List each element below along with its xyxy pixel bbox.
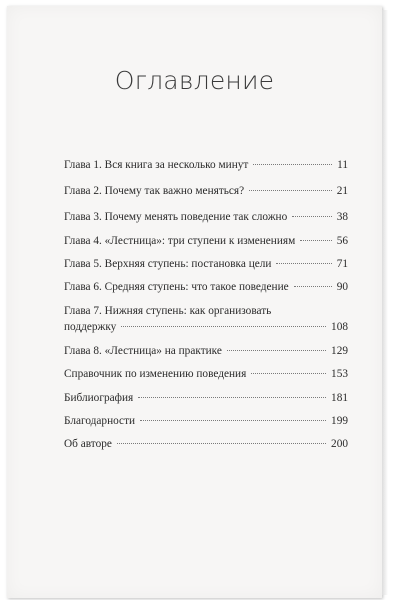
toc-entry-page: 129 (331, 345, 348, 357)
toc-entry-label: Библиография (64, 392, 134, 404)
toc-entry-label-line1: Глава 7. Нижняя ступень: как организовать (64, 305, 272, 317)
toc-entry (64, 280, 348, 294)
toc-entry-label-line2: поддержку (64, 321, 117, 333)
dot-leader (138, 397, 326, 398)
dot-leader (276, 263, 331, 264)
toc-entry (64, 234, 348, 248)
toc-entry-label: Справочник по изменению поведения (64, 368, 247, 380)
dot-leader (251, 373, 326, 374)
dot-leader (121, 326, 326, 327)
toc-entry-label: Глава 1. Вся книга за несколько минут (64, 159, 249, 171)
toc-entry-page: 21 (336, 185, 348, 197)
dot-leader (253, 164, 332, 165)
toc-entry-label: Глава 8. «Лестница» на практике (64, 345, 222, 357)
toc-entry-page: 56 (336, 235, 348, 247)
toc-entry-label: Глава 2. Почему так важно меняться? (64, 185, 245, 197)
toc-entry (64, 437, 348, 451)
toc-entry (64, 367, 348, 381)
page-title: Оглавление (114, 66, 275, 95)
toc-entry-label: Об авторе (64, 438, 112, 450)
toc-entry-page: 11 (337, 159, 348, 171)
dot-leader (227, 350, 326, 351)
toc-entry-label: Глава 4. «Лестница»: три ступени к изменениям (64, 235, 296, 247)
toc-entry (64, 257, 348, 271)
toc-entry-label: Глава 6. Средняя ступень: что такое поведение (64, 281, 289, 293)
toc-entry (64, 304, 348, 334)
toc-entry-page: 38 (336, 211, 348, 223)
toc-entry (64, 344, 348, 358)
dot-leader (117, 443, 326, 444)
toc-entry-page: 90 (336, 281, 348, 293)
toc-entry-label: Глава 5. Верхняя ступень: постановка цели (64, 258, 272, 270)
toc-entry (64, 414, 348, 428)
dot-leader (300, 240, 331, 241)
toc-entry-page: 199 (331, 415, 348, 427)
dot-leader (140, 420, 326, 421)
toc-entry-label: Благодарности (64, 415, 136, 427)
toc-entry-label: Глава 3. Почему менять поведение так сложно (64, 211, 288, 223)
book-page (7, 6, 382, 598)
toc-entry-page: 153 (331, 368, 348, 380)
toc-entry (64, 158, 348, 172)
dot-leader (249, 190, 332, 191)
dot-leader (294, 286, 332, 287)
toc-entry-page: 181 (331, 392, 348, 404)
dot-leader (292, 216, 331, 217)
toc-entry (64, 210, 348, 224)
toc-entry-page: 71 (336, 258, 348, 270)
toc-entry (64, 184, 348, 198)
toc-entry (64, 391, 348, 405)
toc-entry-page: 108 (331, 321, 348, 333)
toc-entry-page: 200 (331, 438, 348, 450)
